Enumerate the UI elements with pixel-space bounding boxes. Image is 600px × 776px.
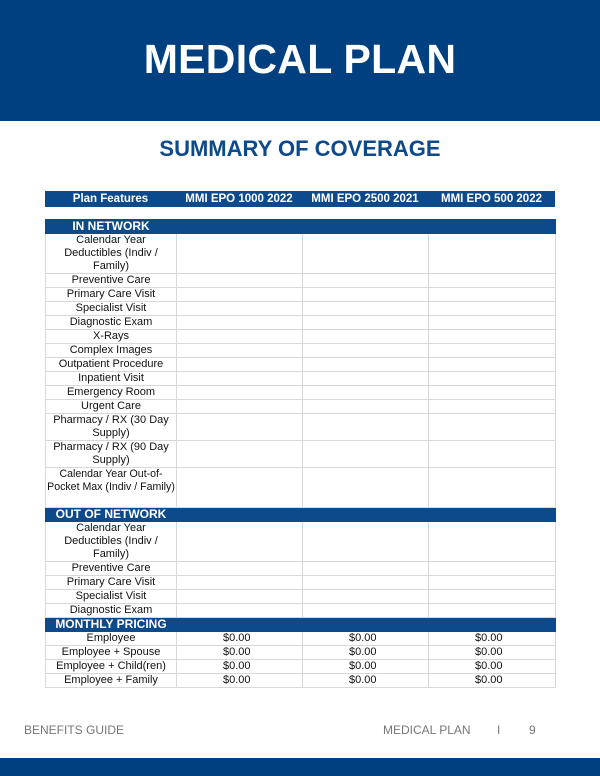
plan-2-value-cell bbox=[303, 441, 429, 468]
page-subtitle: SUMMARY OF COVERAGE bbox=[159, 136, 441, 161]
table-row bbox=[46, 330, 556, 344]
plan-3-value-cell bbox=[429, 330, 556, 344]
plan-3-value-cell bbox=[429, 302, 556, 316]
feature-cell: Employee + Family bbox=[46, 674, 177, 688]
feature-cell: X-Rays bbox=[46, 330, 177, 344]
plan-1-value-cell bbox=[177, 468, 303, 508]
plan-2-value-cell bbox=[303, 522, 429, 562]
feature-cell: Calendar Year Out-of-Pocket Max (Indiv / Family) bbox=[46, 468, 177, 508]
table-row bbox=[46, 372, 556, 386]
table-row bbox=[46, 522, 556, 562]
plan-1-value-cell bbox=[177, 372, 303, 386]
plan-1-value-cell bbox=[177, 576, 303, 590]
plan-3-value-cell bbox=[429, 604, 556, 618]
feature-cell: Pharmacy / RX (30 Day Supply) bbox=[46, 414, 177, 441]
section-header-row bbox=[46, 508, 556, 522]
plan-1-value-cell: $0.00 bbox=[177, 674, 303, 688]
feature-cell: Complex Images bbox=[46, 344, 177, 358]
plan-1-value-cell bbox=[177, 344, 303, 358]
plan-2-value-cell: $0.00 bbox=[303, 632, 429, 646]
plan-2-value-cell bbox=[303, 288, 429, 302]
plan-2-value-cell bbox=[303, 316, 429, 330]
footer-guide-label: BENEFITS GUIDE bbox=[24, 723, 125, 737]
plan-3-value-cell bbox=[429, 358, 556, 372]
section-header-fill bbox=[177, 618, 556, 632]
table-row bbox=[46, 302, 556, 316]
table-row bbox=[46, 646, 556, 660]
plan-1-value-cell bbox=[177, 562, 303, 576]
plan-2-value-cell bbox=[303, 330, 429, 344]
plan-1-value-cell bbox=[177, 522, 303, 562]
feature-cell: Calendar Year Deductibles (Indiv / Family) bbox=[46, 522, 177, 562]
plan-3-value-cell bbox=[429, 414, 556, 441]
plan-2-value-cell bbox=[303, 562, 429, 576]
header-plan-features: Plan Features bbox=[45, 191, 176, 207]
plan-1-value-cell bbox=[177, 330, 303, 344]
header-plan-1: MMI EPO 1000 2022 bbox=[176, 191, 302, 207]
plan-3-value-cell bbox=[429, 288, 556, 302]
table-row bbox=[46, 468, 556, 508]
feature-cell: Primary Care Visit bbox=[46, 576, 177, 590]
plan-2-value-cell bbox=[303, 414, 429, 441]
feature-cell: Diagnostic Exam bbox=[46, 604, 177, 618]
plan-1-value-cell bbox=[177, 288, 303, 302]
plan-1-value-cell bbox=[177, 274, 303, 288]
title-banner bbox=[0, 0, 600, 121]
table-row bbox=[46, 590, 556, 604]
plan-2-value-cell bbox=[303, 590, 429, 604]
table-row bbox=[46, 562, 556, 576]
feature-cell: Preventive Care bbox=[46, 274, 177, 288]
plan-2-value-cell bbox=[303, 274, 429, 288]
plan-header-table bbox=[45, 191, 555, 207]
section-header-fill bbox=[177, 508, 556, 522]
header-row bbox=[45, 191, 555, 207]
plan-1-value-cell bbox=[177, 441, 303, 468]
plan-3-value-cell: $0.00 bbox=[429, 632, 556, 646]
plan-1-value-cell bbox=[177, 604, 303, 618]
table-row bbox=[46, 632, 556, 646]
plan-3-value-cell: $0.00 bbox=[429, 674, 556, 688]
plan-2-value-cell bbox=[303, 386, 429, 400]
plan-2-value-cell bbox=[303, 372, 429, 386]
table-row bbox=[46, 288, 556, 302]
table-row bbox=[46, 234, 556, 274]
plan-1-value-cell: $0.00 bbox=[177, 632, 303, 646]
plan-1-value-cell bbox=[177, 414, 303, 441]
table-row bbox=[46, 386, 556, 400]
plan-2-value-cell bbox=[303, 302, 429, 316]
plan-3-value-cell bbox=[429, 441, 556, 468]
feature-cell: Preventive Care bbox=[46, 562, 177, 576]
plan-2-value-cell bbox=[303, 576, 429, 590]
feature-cell: Diagnostic Exam bbox=[46, 316, 177, 330]
plan-2-value-cell: $0.00 bbox=[303, 646, 429, 660]
feature-cell: Inpatient Visit bbox=[46, 372, 177, 386]
plan-1-value-cell bbox=[177, 302, 303, 316]
header-plan-3: MMI EPO 500 2022 bbox=[428, 191, 555, 207]
section-title: MONTHLY PRICING bbox=[46, 618, 177, 632]
feature-cell: Pharmacy / RX (90 Day Supply) bbox=[46, 441, 177, 468]
feature-cell: Calendar Year Deductibles (Indiv / Family) bbox=[46, 234, 177, 274]
plan-1-value-cell bbox=[177, 386, 303, 400]
section-title: OUT OF NETWORK bbox=[46, 508, 177, 522]
header-plan-2: MMI EPO 2500 2021 bbox=[302, 191, 428, 207]
plan-3-value-cell bbox=[429, 274, 556, 288]
table-row bbox=[46, 674, 556, 688]
table-row bbox=[46, 414, 556, 441]
plan-2-value-cell: $0.00 bbox=[303, 674, 429, 688]
section-header-row bbox=[46, 220, 556, 234]
coverage-table bbox=[45, 219, 556, 688]
table-row bbox=[46, 316, 556, 330]
section-title: IN NETWORK bbox=[46, 220, 177, 234]
table-row bbox=[46, 274, 556, 288]
plan-2-value-cell bbox=[303, 400, 429, 414]
plan-2-value-cell bbox=[303, 468, 429, 508]
feature-cell: Employee bbox=[46, 632, 177, 646]
page-number: 9 bbox=[529, 723, 536, 737]
plan-1-value-cell bbox=[177, 358, 303, 372]
plan-1-value-cell bbox=[177, 316, 303, 330]
feature-cell: Urgent Care bbox=[46, 400, 177, 414]
plan-3-value-cell: $0.00 bbox=[429, 646, 556, 660]
table-row bbox=[46, 344, 556, 358]
feature-cell: Specialist Visit bbox=[46, 302, 177, 316]
plan-3-value-cell bbox=[429, 562, 556, 576]
feature-cell: Outpatient Procedure bbox=[46, 358, 177, 372]
table-row bbox=[46, 441, 556, 468]
plan-2-value-cell bbox=[303, 344, 429, 358]
feature-cell: Employee + Child(ren) bbox=[46, 660, 177, 674]
plan-2-value-cell bbox=[303, 358, 429, 372]
plan-2-value-cell bbox=[303, 234, 429, 274]
feature-cell: Emergency Room bbox=[46, 386, 177, 400]
plan-3-value-cell: $0.00 bbox=[429, 660, 556, 674]
feature-cell: Specialist Visit bbox=[46, 590, 177, 604]
plan-3-value-cell bbox=[429, 316, 556, 330]
plan-3-value-cell bbox=[429, 344, 556, 358]
table-row bbox=[46, 358, 556, 372]
plan-3-value-cell bbox=[429, 522, 556, 562]
plan-2-value-cell bbox=[303, 604, 429, 618]
plan-2-value-cell: $0.00 bbox=[303, 660, 429, 674]
page-title: MEDICAL PLAN bbox=[143, 36, 457, 82]
plan-3-value-cell bbox=[429, 576, 556, 590]
table-row bbox=[46, 604, 556, 618]
plan-1-value-cell: $0.00 bbox=[177, 646, 303, 660]
feature-cell: Employee + Spouse bbox=[46, 646, 177, 660]
plan-1-value-cell bbox=[177, 400, 303, 414]
footer-bar bbox=[0, 758, 600, 776]
plan-1-value-cell bbox=[177, 234, 303, 274]
footer-section-label: MEDICAL PLAN bbox=[383, 723, 471, 737]
plan-1-value-cell: $0.00 bbox=[177, 660, 303, 674]
plan-3-value-cell bbox=[429, 234, 556, 274]
section-header-fill bbox=[177, 220, 556, 234]
footer-separator: I bbox=[497, 723, 501, 737]
plan-3-value-cell bbox=[429, 372, 556, 386]
plan-3-value-cell bbox=[429, 590, 556, 604]
feature-cell: Primary Care Visit bbox=[46, 288, 177, 302]
plan-3-value-cell bbox=[429, 400, 556, 414]
plan-3-value-cell bbox=[429, 386, 556, 400]
plan-1-value-cell bbox=[177, 590, 303, 604]
table-row bbox=[46, 660, 556, 674]
section-header-row bbox=[46, 618, 556, 632]
table-row bbox=[46, 400, 556, 414]
table-row bbox=[46, 576, 556, 590]
plan-3-value-cell bbox=[429, 468, 556, 508]
